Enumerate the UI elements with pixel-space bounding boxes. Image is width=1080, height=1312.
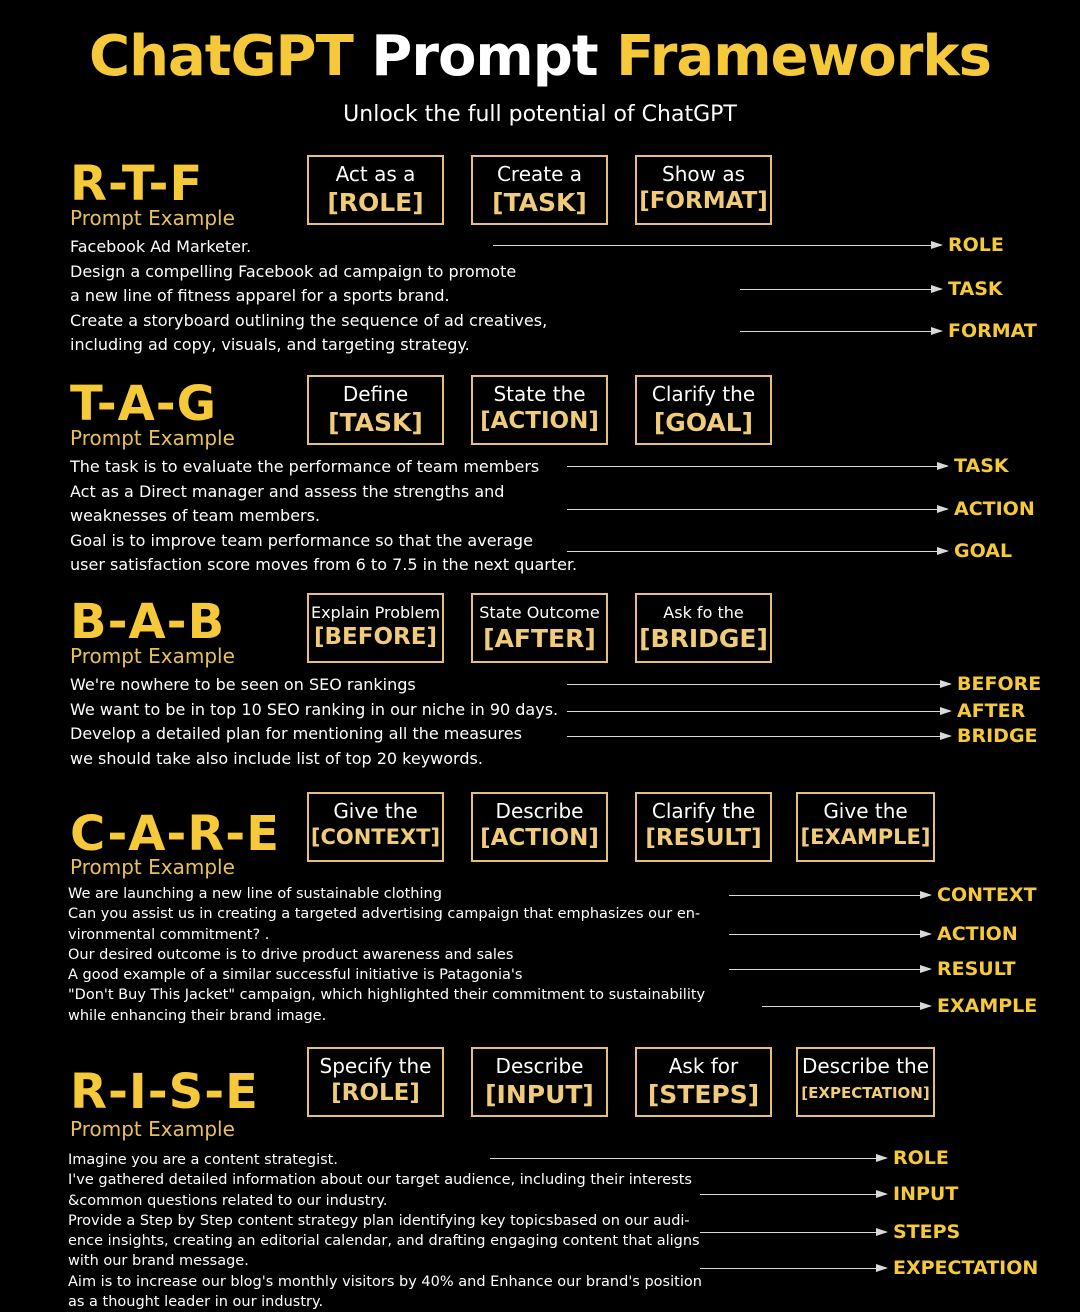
example-line: including ad copy, visuals, and targeting strategy. — [70, 335, 470, 354]
arrow-line — [729, 934, 930, 935]
example-line: Design a compelling Facebook ad campaign to promote — [70, 261, 517, 281]
title-part-frameworks: Frameworks — [616, 24, 991, 89]
framework-box — [307, 593, 444, 663]
box-keyword: [INPUT] — [485, 1080, 594, 1109]
example-line: &common questions related to our industry. — [68, 1192, 388, 1209]
example-line: A good example of a similar successful initiative is Patagonia's — [68, 967, 523, 984]
framework-box — [635, 1047, 772, 1117]
framework-label: ACTION — [954, 498, 1035, 520]
box-instruction: Ask for — [668, 1054, 739, 1078]
framework-label: RESULT — [937, 958, 1016, 980]
example-line: Can you assist us in creating a targeted advertising campaign that emphasizes our en- — [68, 906, 701, 923]
box-instruction: Clarify the — [651, 382, 756, 406]
framework-label: AFTER — [957, 700, 1026, 722]
example-line: Aim is to increase our blog's monthly visitors by 40% and Enhance our brand's position — [68, 1273, 702, 1290]
example-line: ence insights, creating an editorial calendar, and drafting engaging content that aligns — [68, 1233, 700, 1250]
example-line: Goal is to improve team performance so that the average — [70, 530, 533, 550]
framework-box — [307, 155, 444, 225]
box-keyword: [ROLE] — [331, 1080, 420, 1106]
page-title — [0, 24, 1080, 89]
example-line: The task is to evaluate the performance of team members — [70, 457, 540, 476]
example-text — [70, 673, 558, 771]
prompt-example-label: Prompt Example — [70, 644, 235, 668]
example-line: Facebook Ad Marketer. — [70, 237, 252, 256]
arrow-line — [740, 289, 941, 290]
example-text — [70, 235, 547, 358]
framework-box — [307, 1047, 444, 1117]
example-line: weaknesses of team members. — [70, 506, 321, 525]
framework-label: ROLE — [893, 1147, 949, 1169]
arrow-line — [567, 509, 947, 510]
framework-code: B-A-B — [70, 594, 226, 650]
example-line: with our brand message. — [68, 1253, 249, 1270]
arrow-line — [567, 684, 950, 685]
box-keyword: [AFTER] — [483, 624, 596, 653]
box-keyword: [ACTION] — [480, 408, 599, 434]
box-keyword: [FORMAT] — [639, 188, 768, 214]
box-instruction: Explain Problem — [310, 603, 441, 622]
arrow-line — [567, 551, 947, 552]
box-keyword: [CONTEXT] — [310, 825, 441, 849]
title-part-prompt: Prompt — [371, 24, 598, 89]
example-line: Our desired outcome is to drive product awareness and sales — [68, 946, 514, 963]
box-instruction: Describe — [495, 799, 584, 823]
title-part-chatgpt: ChatGPT — [89, 24, 353, 89]
framework-label: ACTION — [937, 923, 1018, 945]
example-line: We are launching a new line of sustainable clothing — [68, 886, 442, 902]
arrow-line — [700, 1232, 886, 1233]
box-instruction: Define — [342, 382, 409, 406]
box-instruction: Create a — [496, 162, 583, 186]
arrow-line — [567, 711, 950, 712]
framework-label: TASK — [948, 278, 1003, 300]
example-line: as a thought leader in our industry. — [68, 1294, 324, 1311]
framework-box — [307, 792, 444, 862]
framework-label: BEFORE — [957, 673, 1042, 695]
subtitle: Unlock the full potential of ChatGPT — [343, 102, 737, 127]
arrow-line — [567, 466, 947, 467]
box-instruction: Specify the — [319, 1054, 432, 1078]
arrow-line — [567, 736, 950, 737]
framework-box — [307, 375, 444, 445]
framework-code: R-T-F — [70, 156, 204, 212]
box-keyword: [TASK] — [328, 408, 423, 437]
box-instruction: Give the — [823, 799, 908, 823]
example-text — [70, 455, 577, 578]
framework-label: STEPS — [893, 1221, 961, 1243]
framework-box — [796, 792, 935, 862]
prompt-example-label: Prompt Example — [70, 426, 235, 450]
framework-box — [796, 1047, 935, 1117]
box-keyword: [GOAL] — [653, 408, 754, 437]
framework-label: INPUT — [893, 1183, 959, 1205]
framework-label: BRIDGE — [957, 725, 1038, 747]
prompt-example-label: Prompt Example — [70, 855, 235, 879]
box-keyword: [ROLE] — [327, 188, 424, 217]
example-line: a new line of fitness apparel for a sports brand. — [70, 286, 450, 305]
framework-box — [471, 792, 608, 862]
example-line: user satisfaction score moves from 6 to 7.5 in the next quarter. — [70, 555, 578, 574]
arrow-line — [490, 1158, 886, 1159]
box-instruction: Act as a — [335, 162, 416, 186]
framework-box — [635, 792, 772, 862]
box-keyword: [BEFORE] — [314, 624, 437, 650]
example-line: Provide a Step by Step content strategy plan identifying key topicsbased on our audi- — [68, 1212, 690, 1229]
example-text — [68, 884, 705, 1026]
framework-label: EXPECTATION — [893, 1257, 1039, 1279]
example-line: while enhancing their brand image. — [68, 1007, 327, 1024]
framework-label: ROLE — [948, 234, 1004, 256]
box-instruction: State the — [493, 382, 586, 406]
arrow-line — [762, 1006, 930, 1007]
example-line: Act as a Direct manager and assess the strengths and — [70, 481, 505, 501]
example-line: vironmental commitment? . — [68, 926, 270, 943]
box-instruction: State Outcome — [479, 603, 600, 622]
framework-box — [635, 155, 772, 225]
framework-box — [471, 593, 608, 663]
framework-label: FORMAT — [948, 320, 1037, 342]
example-line: "Don't Buy This Jacket" campaign, which highlighted their commitment to sustainability — [68, 987, 706, 1004]
framework-code: R-I-S-E — [70, 1064, 259, 1120]
box-instruction: Describe the — [801, 1054, 930, 1078]
framework-label: TASK — [954, 455, 1009, 477]
framework-label: GOAL — [954, 540, 1013, 562]
framework-box — [635, 375, 772, 445]
framework-box — [635, 593, 772, 663]
framework-box — [471, 155, 608, 225]
prompt-example-label: Prompt Example — [70, 206, 235, 230]
framework-code: C-A-R-E — [70, 806, 280, 862]
example-line: Develop a detailed plan for mentioning all the measures — [70, 724, 522, 743]
framework-code: T-A-G — [70, 376, 218, 432]
box-instruction: Show as — [662, 162, 745, 186]
box-keyword: [ACTION] — [480, 825, 599, 851]
example-text — [68, 1150, 702, 1312]
box-instruction: Clarify the — [651, 799, 756, 823]
framework-box — [471, 1047, 608, 1117]
framework-label: EXAMPLE — [937, 995, 1038, 1017]
arrow-line — [493, 245, 941, 246]
box-keyword: [TASK] — [492, 188, 587, 217]
box-keyword: [EXAMPLE] — [800, 825, 931, 849]
arrow-line — [700, 1268, 886, 1269]
framework-label: CONTEXT — [937, 884, 1037, 906]
example-line: Create a storyboard outlining the sequence of ad creatives, — [70, 310, 548, 330]
example-line: Imagine you are a content strategist. — [68, 1152, 338, 1168]
arrow-line — [700, 1194, 886, 1195]
example-line: We're nowhere to be seen on SEO rankings — [70, 675, 416, 694]
prompt-example-label: Prompt Example — [70, 1117, 235, 1141]
framework-box — [471, 375, 608, 445]
box-instruction: Describe — [495, 1054, 584, 1078]
box-keyword: [BRIDGE] — [639, 624, 768, 653]
box-keyword: [STEPS] — [647, 1080, 760, 1109]
box-keyword: [RESULT] — [645, 825, 762, 851]
arrow-line — [740, 331, 941, 332]
example-line: I've gathered detailed information about our target audience, including their interests — [68, 1172, 692, 1189]
example-line: We want to be in top 10 SEO ranking in our niche in 90 days. — [70, 699, 559, 719]
arrow-line — [729, 895, 930, 896]
box-instruction: Give the — [333, 799, 418, 823]
example-line: we should take also include list of top 20 keywords. — [70, 748, 483, 768]
box-keyword: [EXPECTATION] — [801, 1084, 930, 1102]
box-instruction: Ask fo the — [663, 603, 744, 622]
arrow-line — [729, 969, 930, 970]
